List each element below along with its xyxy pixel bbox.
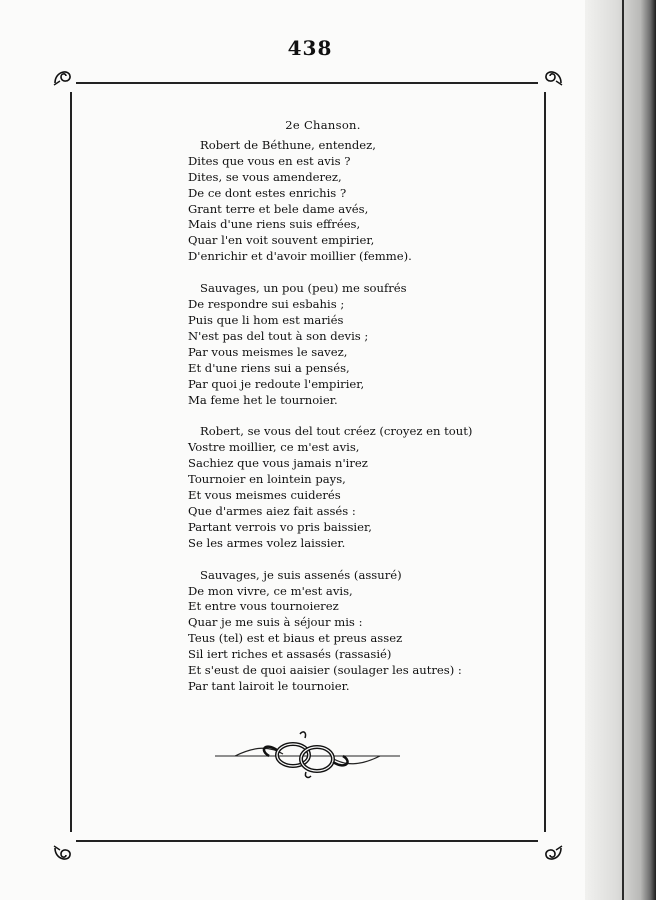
verse-line: De mon vivre, ce m'est avis,: [188, 583, 353, 598]
stanza-list: [188, 137, 473, 695]
verse-line: Par quoi je redoute l'empirier,: [188, 376, 365, 391]
verse-line: Et s'eust de quoi aaisier (soulager les autres) :: [188, 663, 462, 678]
flourish-scroll-icon: [52, 66, 74, 88]
binding-edge: [622, 0, 624, 900]
stanza: [188, 281, 468, 408]
song-title: 2e Chanson.: [285, 118, 361, 132]
verse-line: Quar je me suis à séjour mis :: [188, 615, 363, 630]
verse-line: Et vous meismes cuiderés: [188, 488, 341, 503]
verse-line: Teus (tel) est et biaus et preus assez: [188, 631, 403, 646]
verse-line: Par vous meismes le savez,: [188, 344, 348, 359]
verse-line: Que d'armes aiez fait assés :: [188, 503, 356, 518]
verse-line: Vostre moillier, ce m'est avis,: [188, 440, 360, 455]
song-text: [188, 118, 473, 711]
verse-line: Mais d'une riens suis effrées,: [188, 217, 361, 232]
page-edge-shadow: [585, 0, 656, 900]
verse-line: Partant verrois vo pris baissier,: [188, 519, 372, 534]
stanza: [188, 568, 468, 695]
page-number: 438: [287, 36, 333, 60]
verse-line: Et entre vous tournoierez: [188, 599, 339, 614]
verse-line: Par tant lairoit le tournoier.: [188, 679, 350, 693]
verse-line: Sil iert riches et assasés (rassasié): [188, 647, 392, 662]
verse-line: Robert de Béthune, entendez,: [200, 137, 376, 152]
verse-line: Se les armes volez laissier.: [188, 535, 346, 550]
verse-line: Quar l'en voit souvent empirier,: [188, 233, 375, 248]
verse-line: Sauvages, je suis assenés (assuré): [200, 567, 402, 582]
frame-left-rule: [70, 92, 72, 832]
verse-line: Tournoier en lointein pays,: [188, 472, 346, 487]
verse-line: Sauvages, un pou (peu) me soufrés: [200, 281, 407, 296]
flourish-scroll-icon: [52, 843, 74, 865]
frame-top-rule: [76, 82, 538, 84]
stanza: [188, 138, 468, 265]
flourish-scroll-icon: [542, 66, 564, 88]
verse-line: De ce dont estes enrichis ?: [188, 185, 347, 200]
verse-line: Robert, se vous del tout créez (croyez en tout): [200, 424, 473, 439]
verse-line: D'enrichir et d'avoir moillier (femme).: [188, 249, 412, 264]
verse-line: Dites, se vous amenderez,: [188, 169, 342, 184]
verse-line: Et d'une riens sui a pensés,: [188, 360, 350, 375]
flourish-scroll-icon: [542, 843, 564, 865]
stanza: [188, 424, 473, 551]
verse-line: De respondre sui esbahis ;: [188, 297, 345, 312]
knot-fleuron-icon: [215, 728, 400, 780]
verse-line: N'est pas del tout à son devis ;: [188, 328, 369, 343]
verse-line: Grant terre et bele dame avés,: [188, 201, 369, 216]
verse-line: Ma feme het le tournoier.: [188, 392, 338, 407]
verse-line: Dites que vous en est avis ?: [188, 153, 351, 168]
verse-line: Puis que li hom est mariés: [188, 312, 344, 327]
frame-bottom-rule: [76, 840, 538, 842]
verse-line: Sachiez que vous jamais n'irez: [188, 456, 368, 471]
frame-right-rule: [544, 92, 546, 832]
